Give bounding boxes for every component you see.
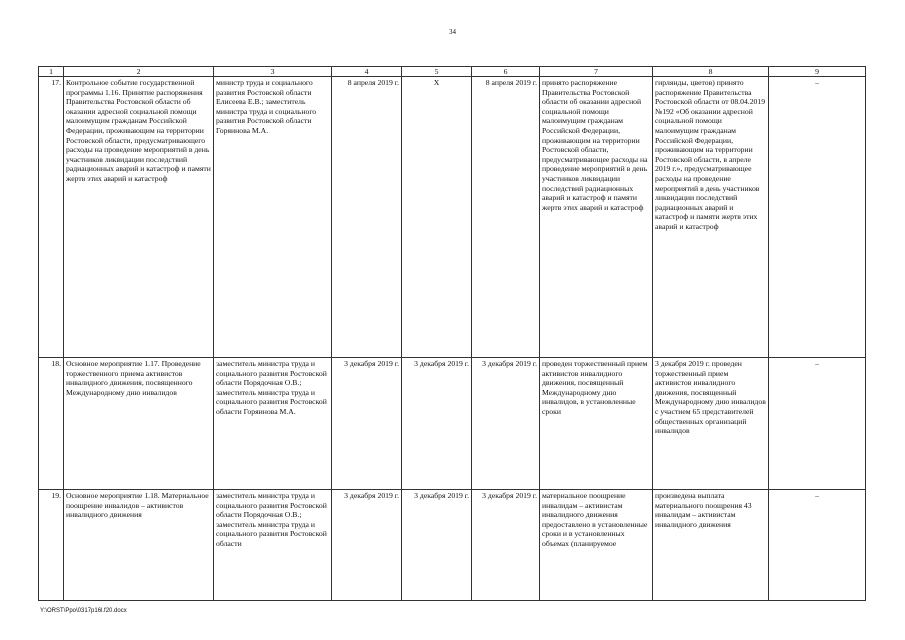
planned-result-cell: материальное поощрение инвалидам – активистам инвалидного движения предоставлено в установленные сроки и в установленных объемах (планируемое [540, 490, 653, 601]
header-cell: 7 [540, 67, 653, 77]
event-cell: Основное мероприятие 1.17. Проведение торжественного приема активистов инвалидного движения, посвященного Международному дню инвалидов [64, 358, 214, 490]
date-cell: Х [402, 77, 472, 358]
table-row [39, 358, 866, 490]
header-cell: 2 [64, 67, 214, 77]
header-cell: 8 [653, 67, 769, 77]
row-number: 19. [39, 490, 64, 601]
responsible-cell: министр труда и социального развития Ростовской области Елисеева Е.В.; заместитель министра труда и социального развития Ростовской области Горяинова М.А. [214, 77, 332, 358]
report-table [38, 66, 866, 601]
row-number: 17. [39, 77, 64, 358]
notes-cell: – [769, 490, 866, 601]
event-cell: Основное мероприятие 1.18. Материальное поощрение инвалидов – активистов инвалидного движения [64, 490, 214, 601]
date-cell: 3 декабря 2019 г. [402, 358, 472, 490]
file-path-footer: Y:\ORST\Ppo\0317p16l.f20.docx [40, 608, 127, 614]
page-number: 34 [449, 28, 456, 36]
responsible-cell: заместитель министра труда и социального развития Ростовской области Порядочная О.В.; заместитель министра труда и социального развития Ростовской области [214, 490, 332, 601]
date-cell: 3 декабря 2019 г. [472, 358, 540, 490]
row-number: 18. [39, 358, 64, 490]
table-row [39, 490, 866, 601]
table-row [39, 77, 866, 358]
date-cell: 3 декабря 2019 г. [402, 490, 472, 601]
header-cell: 3 [214, 67, 332, 77]
notes-cell: – [769, 77, 866, 358]
header-cell: 9 [769, 67, 866, 77]
header-row [39, 67, 866, 77]
header-cell: 5 [402, 67, 472, 77]
date-cell: 3 декабря 2019 г. [332, 358, 402, 490]
event-cell: Контрольное событие государственной программы 1.16. Принятие распоряжения Правительства Ростовской области об оказании адресной социальной помощи малоимущим гражданам Российской Федерации, проживающим на территории Ростовской области, предусматривающего расходы на проведение мероприятий в день участников ликвидации последствий радиационных аварий и катастроф и памяти жертв этих аварий и катастроф [64, 77, 214, 358]
notes-cell: – [769, 358, 866, 490]
date-cell: 3 декабря 2019 г. [472, 490, 540, 601]
header-cell: 4 [332, 67, 402, 77]
header-cell: 1 [39, 67, 64, 77]
actual-result-cell: произведена выплата материального поощрения 43 инвалидам – активистам инвалидного движения [653, 490, 769, 601]
actual-result-cell: гирлянды, цветов) принято распоряжение Правительства Ростовской области от 08.04.2019 №192 «Об оказании адресной социальной помощи малоимущим гражданам Российской Федерации, проживающим на территории Ростовской области, в апреле 2019 г.», предусматривающее расходы на проведение мероприятий в день участников ликвидации последствий радиационных аварий и катастроф и памяти жертв этих аварий и катастроф [653, 77, 769, 358]
header-cell: 6 [472, 67, 540, 77]
date-cell: 8 апреля 2019 г. [332, 77, 402, 358]
date-cell: 8 апреля 2019 г. [472, 77, 540, 358]
date-cell: 3 декабря 2019 г. [332, 490, 402, 601]
planned-result-cell: проведен торжественный прием активистов инвалидного движения, посвященный Международному дню инвалидов, в установленные сроки [540, 358, 653, 490]
planned-result-cell: принято распоряжение Правительства Ростовской области об оказании адресной социальной помощи малоимущим гражданам Российской Федерации, проживающим на территории Ростовской области, предусматривающее расходы на проведение мероприятий в день участников ликвидации последствий радиационных аварий и катастроф и памяти жертв этих аварий и катастроф [540, 77, 653, 358]
actual-result-cell: 3 декабря 2019 г. проведен торжественный прием активистов инвалидного движения, посвященный Международному дню инвалидов с участием 65 представителей общественных организаций инвалидов [653, 358, 769, 490]
responsible-cell: заместитель министра труда и социального развития Ростовской области Порядочная О.В.; заместитель министра труда и социального развития Ростовской области Горяинова М.А. [214, 358, 332, 490]
